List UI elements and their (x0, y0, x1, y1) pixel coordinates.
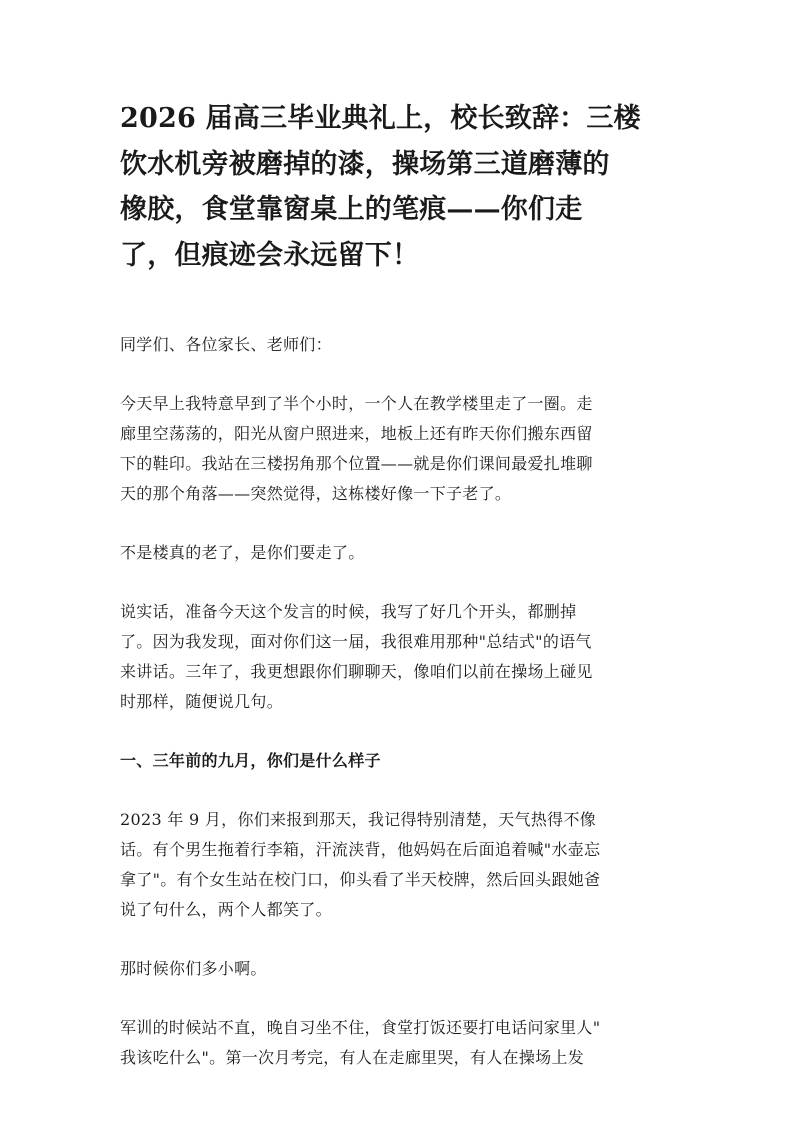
title-line: 饮水机旁被磨掉的漆，操场第三道磨薄的 (120, 148, 610, 180)
text-line: 同学们、各位家长、老师们： (120, 335, 332, 354)
text-line: 下的鞋印。我站在三楼拐角那个位置——就是你们课间最爱扎堆聊 (120, 454, 593, 473)
paragraph (120, 597, 665, 717)
text-line: 了。因为我发现，面对你们这一届，我很难用那种"总结式"的语气 (120, 632, 592, 651)
text-line: 说实话，准备今天这个发言的时候，我写了好几个开头，都删掉 (120, 602, 577, 621)
paragraph (120, 1013, 665, 1073)
paragraph (120, 805, 665, 925)
text-line: 时那样，随便说几句。 (120, 692, 284, 711)
paragraph (120, 538, 665, 568)
paragraph (120, 954, 665, 984)
text-line: 今天早上我特意早到了半个小时，一个人在教学楼里走了一圈。走 (120, 394, 593, 413)
text-line: 不是楼真的老了，是你们要走了。 (120, 543, 365, 562)
text-line: 说了句什么，两个人都笑了。 (120, 900, 332, 919)
text-line: 拿了"。有个女生站在校门口，仰头看了半天校牌，然后回头跟她爸 (120, 870, 601, 889)
paragraph (120, 389, 665, 509)
section-heading: 一、三年前的九月，你们是什么样子 (120, 751, 381, 770)
title-line: 了，但痕迹会永远留下！ (120, 239, 420, 271)
text-line: 廊里空荡荡的，阳光从窗户照进来，地板上还有昨天你们搬东西留 (120, 424, 593, 443)
text-line: 我该吃什么"。第一次月考完，有人在走廊里哭，有人在操场上发 (120, 1048, 585, 1067)
greeting (120, 330, 665, 360)
text-line: 话。有个男生拖着行李箱，汗流浃背，他妈妈在后面追着喊"水壶忘 (120, 840, 601, 859)
text-line: 军训的时候站不直，晚自习坐不住，食堂打饭还要打电话问家里人" (120, 1018, 601, 1037)
document-page (120, 96, 665, 1102)
text-line: 2023 年 9 月，你们来报到那天，我记得特别清楚，天气热得不像 (120, 810, 597, 829)
text-line: 来讲话。三年了，我更想跟你们聊聊天，像咱们以前在操场上碰见 (120, 662, 593, 681)
text-line: 天的那个角落——突然觉得，这栋楼好像一下子老了。 (120, 484, 512, 503)
text-line: 那时候你们多小啊。 (120, 959, 267, 978)
title-line: 橡胶，食堂靠窗桌上的笔痕——你们走 (120, 194, 583, 225)
title-line: 2026 届高三毕业典礼上，校长致辞：三楼 (120, 103, 641, 134)
article-title (120, 96, 665, 278)
